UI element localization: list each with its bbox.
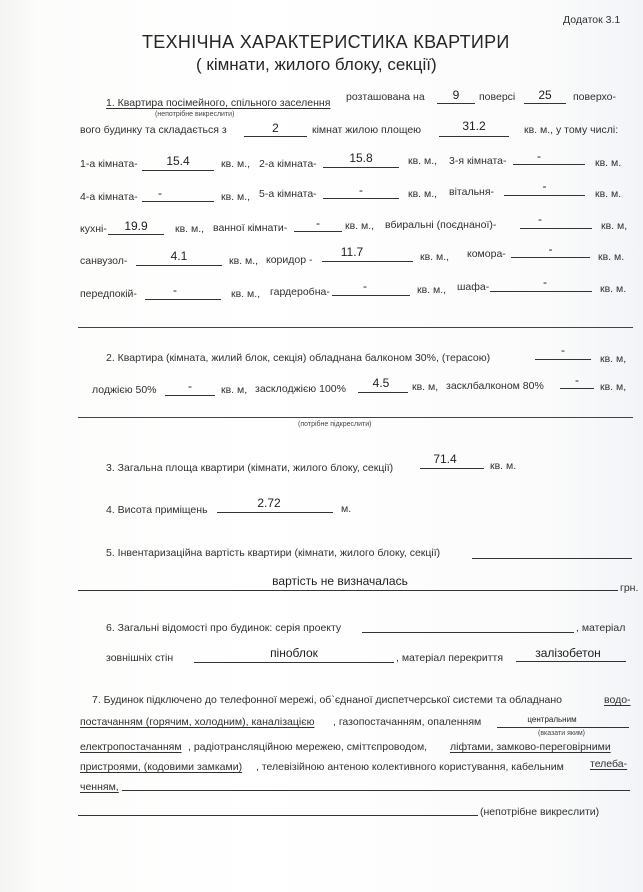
s7-tv-start: телеба- [590, 758, 628, 770]
s1-intro: 1. Квартира посімейного, спільного заселення [106, 97, 331, 109]
floors-total-value: 25 [538, 88, 552, 102]
walls-value: піноблок [270, 646, 318, 660]
wardrobe-value: - [363, 279, 367, 293]
bath-underline [294, 231, 342, 232]
inventory-value: вартість не визначалась [272, 574, 408, 588]
s7-gas-heating: , газопостачанням, опаленням [333, 716, 482, 728]
living-room-unit: кв. м. [595, 188, 622, 200]
room2-value: 15.8 [349, 151, 373, 165]
s7-line1: 7. Будинок підключено до телефонної мережі, об`єднаної диспетчерської системи та обладнано [92, 694, 562, 706]
closet-unit: кв. м. [600, 283, 627, 295]
appendix-label: Додаток 3.1 [563, 14, 621, 26]
room5-label: 5-а кімната- [259, 188, 317, 200]
s4-label: 4. Висота приміщень [106, 504, 208, 516]
total-area-value: 71.4 [433, 452, 457, 466]
room1-label: 1-а кімната- [80, 158, 138, 170]
s2-blank-line [78, 417, 633, 418]
storage-value: - [548, 242, 553, 256]
room1-underline [142, 170, 214, 171]
cl-balcony-underline [560, 388, 594, 389]
living-room-value: - [542, 179, 547, 193]
s7-note: (непотрібне викреслити) [480, 806, 600, 818]
balcony-underline [535, 359, 591, 360]
room5-unit: кв. м., [408, 188, 438, 200]
cl-loggia-unit: кв. м, [412, 381, 439, 393]
loggia-unit: кв. м, [221, 384, 248, 396]
hall-underline [145, 299, 221, 300]
room4-underline [142, 201, 214, 202]
s7-blank-line-2 [78, 815, 478, 816]
sanvuzol-underline [136, 265, 222, 266]
height-value: 2.72 [257, 496, 281, 510]
wardrobe-underline [332, 295, 410, 296]
s7-water-sewer: постачанням (горячим, холодним), каналізацією [80, 716, 315, 728]
cl-balcony-label: засклбалконом 80% [446, 380, 544, 392]
living-area-underline [439, 136, 509, 137]
cl-balcony-value: - [575, 373, 579, 387]
s5-underline-top [472, 558, 632, 559]
storage-unit: кв. м. [598, 251, 625, 263]
room4-value: - [158, 186, 162, 200]
walls-underline [194, 662, 394, 663]
s7-water-start: водо- [604, 694, 631, 706]
s7-tv-antenna: , телевізійною антеною колективного користування, кабельним [256, 761, 564, 773]
sanvuzol-label: санвузол- [80, 255, 128, 267]
hall-value: - [173, 283, 177, 297]
total-area-unit: кв. м. [490, 460, 517, 472]
wardrobe-unit: кв. м., [417, 284, 447, 296]
floor-value: 9 [452, 88, 460, 102]
floor-underline [437, 103, 475, 104]
s7-lifts-intercom: ліфтами, замково-переговірними [450, 741, 611, 753]
corridor-unit: кв. м., [420, 251, 450, 263]
room3-unit: кв. м. [595, 157, 622, 169]
document-subtitle: ( кімнати, жилого блоку, секції) [196, 55, 437, 74]
closet-underline [490, 291, 592, 292]
rooms-underline [244, 136, 307, 137]
floors-total-underline [524, 103, 566, 104]
loggia-label: лоджією 50% [92, 384, 157, 396]
kitchen-label: кухні- [80, 223, 107, 235]
loggia-underline [165, 395, 215, 396]
inventory-underline [78, 590, 618, 591]
s6-material-label: , матеріал [576, 622, 626, 634]
sanvuzol-unit: кв. м., [229, 255, 259, 267]
walls-label: зовнішніх стін [106, 652, 174, 664]
s6-label: 6. Загальні відомості про будинок: серія проекту [106, 622, 342, 634]
series-underline [362, 632, 574, 633]
s1-floor-label: поверсі [479, 91, 516, 103]
inventory-unit: грн. [620, 582, 639, 594]
s1-including-label: кв. м., у тому числі: [524, 124, 619, 136]
corridor-underline [322, 261, 413, 262]
s1-strike-note: (непотрібне викреслити) [155, 111, 235, 118]
height-unit: м. [341, 503, 352, 515]
storage-underline [511, 257, 590, 258]
cl-balcony-unit: кв. м, [600, 381, 627, 393]
living-area-value: 31.2 [462, 119, 486, 133]
heating-note: (вказати яким) [538, 730, 585, 737]
floor-material-value: залізобетон [535, 646, 601, 660]
room1-unit: кв. м., [221, 158, 251, 170]
s7-radio-garbage: , радіотрансляційною мережею, сміттєпроводом, [188, 741, 428, 753]
floor-material-underline [516, 661, 626, 662]
heating-underline [497, 727, 629, 728]
faded-corner-text [2, 8, 6, 22]
room2-underline [323, 167, 399, 168]
closet-label: шафа- [457, 281, 490, 293]
wc-unit: кв. м, [601, 220, 628, 232]
s1-storey-label: поверхо- [573, 91, 617, 103]
room4-unit: кв. м., [221, 191, 251, 203]
living-room-underline [504, 195, 585, 196]
room1-value: 15.4 [166, 154, 190, 168]
s7-tv-end: ченням, [80, 781, 119, 793]
s2-note: (потрібне підкреслити) [298, 421, 372, 428]
hall-unit: кв. м., [231, 288, 261, 300]
wc-value: - [538, 212, 542, 226]
bath-unit: кв. м., [345, 220, 375, 232]
hall-label: передпокій- [80, 288, 137, 300]
room4-label: 4-а кімната- [80, 191, 138, 203]
s7-electricity: електропостачанням [80, 741, 182, 753]
s1-blank-line [78, 327, 633, 328]
storage-label: комора- [467, 248, 506, 260]
kitchen-underline [108, 234, 164, 235]
kitchen-unit: кв. м., [175, 223, 205, 235]
kitchen-value: 19.9 [124, 219, 148, 233]
corridor-label: коридор - [266, 254, 313, 266]
total-area-underline [420, 468, 484, 469]
balcony-value: - [561, 343, 565, 357]
wc-label: вбиральні (поєднаної)- [385, 219, 497, 231]
s1-building-label: вого будинку та складається з [80, 124, 227, 136]
s1-located-label: розташована на [346, 91, 425, 103]
corridor-value: 11.7 [340, 245, 364, 259]
room5-value: - [359, 183, 363, 197]
loggia-value: - [188, 379, 192, 393]
room2-unit: кв. м., [408, 155, 438, 167]
closet-value: - [543, 275, 547, 289]
room3-underline [513, 164, 585, 165]
s7-blank-line-1 [122, 790, 630, 791]
living-room-label: вітальня- [449, 186, 495, 198]
sanvuzol-value: 4.1 [170, 249, 188, 263]
wardrobe-label: гардеробна- [270, 286, 330, 298]
height-underline [217, 512, 333, 513]
s6-floor-label: , матеріал перекриття [396, 652, 504, 664]
room3-value: - [537, 149, 541, 163]
heating-value: центральним [527, 715, 577, 724]
cl-loggia-underline [358, 392, 408, 393]
s7-code-locks: пристроями, (кодовими замками) [80, 761, 243, 773]
balcony-unit: кв. м, [600, 353, 627, 365]
s2-intro: 2. Квартира (кімната, жилий блок, секція) обладнана балконом 30%, (терасою) [106, 352, 491, 364]
document-title: ТЕХНІЧНА ХАРАКТЕРИСТИКА КВАРТИРИ [142, 32, 510, 52]
bath-label: ванної кімнати- [213, 222, 288, 234]
s5-label: 5. Інвентаризаційна вартість квартири (кімнати, жилого блоку, секції) [106, 547, 441, 559]
wc-underline [520, 228, 592, 229]
s1-living-area-label: кімнат жилою площею [312, 124, 422, 136]
rooms-value: 2 [272, 121, 279, 135]
s3-label: 3. Загальна площа квартири (кімнати, жилого блоку, секції) [106, 462, 394, 474]
room5-underline [323, 198, 399, 199]
room2-label: 2-а кімната- [259, 158, 317, 170]
bath-value: - [316, 216, 320, 230]
room3-label: 3-я кімната- [449, 155, 507, 167]
cl-loggia-label: засклоджією 100% [255, 383, 346, 395]
cl-loggia-value: 4.5 [372, 376, 390, 390]
